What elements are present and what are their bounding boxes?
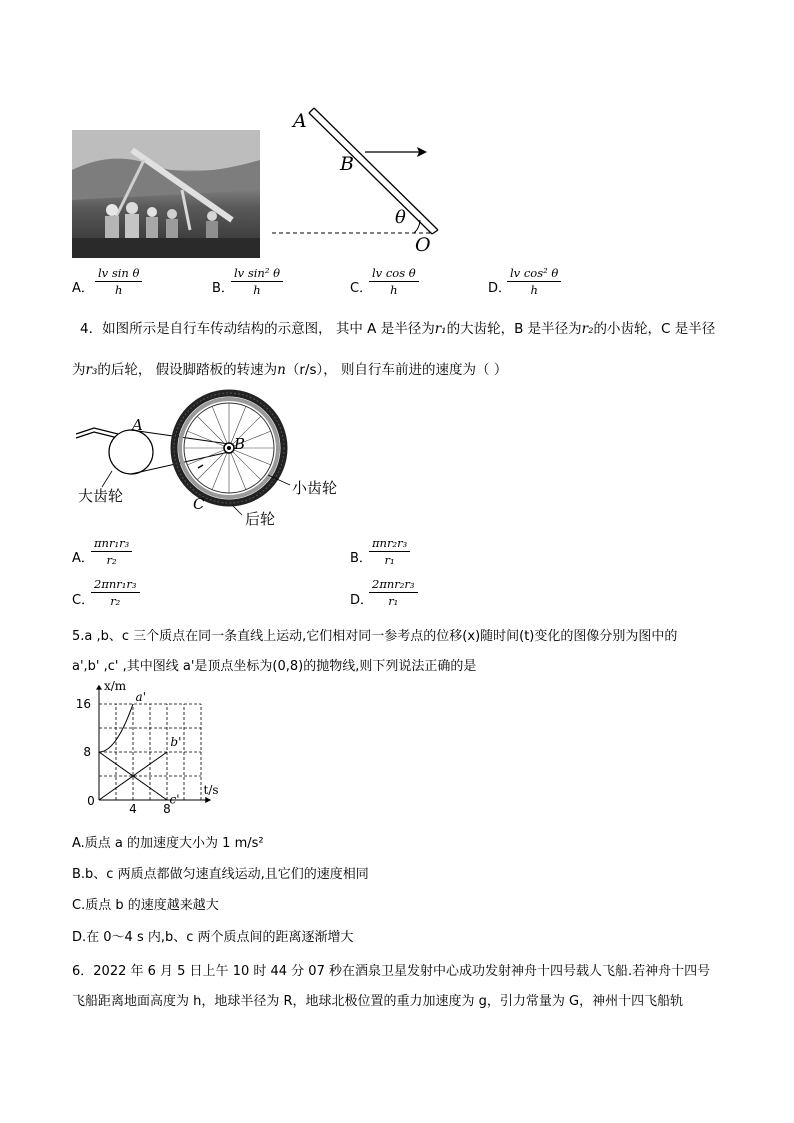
label-B: B bbox=[340, 153, 354, 175]
series-label-c: c' bbox=[169, 792, 180, 807]
label-small-gear: 小齿轮 bbox=[292, 479, 338, 497]
label-wheel-C: C bbox=[193, 495, 205, 513]
q4-option-a-fraction: πnr₁r₃ r₂ bbox=[91, 536, 132, 567]
series-label-a: a' bbox=[135, 690, 147, 704]
q4-stem-line-2: 为r₃的后轮， 假设脚踏板的转速为n（r/s）， 则自行车前进的速度为（ ） bbox=[72, 362, 508, 378]
series-label-b: b' bbox=[170, 735, 182, 749]
tick-label-y-16: 16 bbox=[75, 697, 91, 711]
q3-option-c-fraction: $\frac{\text{lv cos θ}}{h}$ bbox=[369, 266, 419, 297]
q3-option-b-fraction: $\frac{\text{lv sin² θ}}{h}$ bbox=[231, 266, 283, 297]
q5-option-d: D.在 0～4 s 内,b、c 两个质点间的距离逐渐增大 bbox=[72, 930, 354, 945]
x-axis-title: t/s bbox=[203, 783, 219, 797]
label-big-gear: 大齿轮 bbox=[78, 487, 124, 505]
workers-raising-pole-photo bbox=[72, 130, 260, 258]
q3-option-a-label: A． bbox=[72, 281, 94, 296]
bicycle-transmission-diagram bbox=[72, 385, 352, 530]
y-axis-title: x/m bbox=[104, 679, 127, 693]
tick-label-x-0: 0 bbox=[87, 794, 95, 808]
displacement-time-chart bbox=[70, 675, 320, 815]
label-gear-A: A bbox=[132, 416, 143, 434]
q3-option-b-label: B． bbox=[212, 281, 234, 296]
q4-option-b-fraction: πnr₂r₃ r₁ bbox=[369, 536, 410, 567]
q4-option-a-label: A． bbox=[72, 551, 94, 566]
y-axis-arrow bbox=[96, 685, 102, 690]
label-rear-wheel: 后轮 bbox=[245, 510, 276, 528]
q3-option-a-fraction: $\frac{\text{lv sin θ}}{h}$ bbox=[95, 266, 142, 297]
q3-option-c-label: C． bbox=[350, 281, 373, 296]
label-A: A bbox=[293, 110, 307, 132]
q6-stem-line-2: 飞船距离地面高度为 h，地球半径为 R，地球北极位置的重力加速度为 g，引力常量为 G，神州十四飞船轨 bbox=[72, 994, 684, 1009]
q5-stem-line-1: 5.a ,b、c 三个质点在同一条直线上运动,它们相对同一参考点的位移(x)随时间(t)变化的图像分别为图中的 bbox=[72, 629, 678, 644]
pole-diagram bbox=[262, 100, 462, 260]
x-axis-arrow bbox=[205, 797, 211, 803]
tick-label-x-8: 8 bbox=[163, 802, 171, 815]
q4-option-c-label: C． bbox=[72, 593, 95, 608]
q4-stem-line-1: 4．如图所示是自行车传动结构的示意图， 其中 A 是半径为r₁的大齿轮，B 是半径为r₂的小齿轮，C 是半径 bbox=[80, 321, 716, 337]
q4-option-d-fraction: 2πnr₂r₃ r₁ bbox=[369, 577, 418, 608]
q4-option-b-label: B． bbox=[350, 551, 372, 566]
tick-label-x-4: 4 bbox=[129, 802, 137, 815]
q4-option-c-fraction: 2πnr₁r₃ r₂ bbox=[91, 577, 140, 608]
tick-label-y-8: 8 bbox=[83, 745, 91, 759]
label-O: O bbox=[415, 234, 431, 256]
q5-stem-line-2: a',b' ,c' ,其中图线 a'是顶点坐标为(0,8)的抛物线,则下列说法正确的是 bbox=[72, 659, 477, 674]
q5-option-a: A.质点 a 的加速度大小为 1 m/s² bbox=[72, 836, 264, 851]
label-theta: θ bbox=[395, 207, 406, 228]
q4-option-d-label: D． bbox=[350, 593, 374, 608]
q5-option-b: B.b、c 两质点都做匀速直线运动,且它们的速度相同 bbox=[72, 867, 369, 882]
label-gear-B: B bbox=[234, 435, 246, 453]
q3-option-d-label: D． bbox=[488, 281, 512, 296]
q6-stem-line-1: 6．2022 年 6 月 5 日上午 10 时 44 分 07 秒在酒泉卫星发射中心成功发射神舟十四号载人飞船.若神舟十四号 bbox=[72, 964, 711, 979]
q3-option-d-fraction: $\frac{\text{lv cos² θ}}{h}$ bbox=[507, 266, 561, 297]
q5-option-c: C.质点 b 的速度越来越大 bbox=[72, 898, 219, 913]
